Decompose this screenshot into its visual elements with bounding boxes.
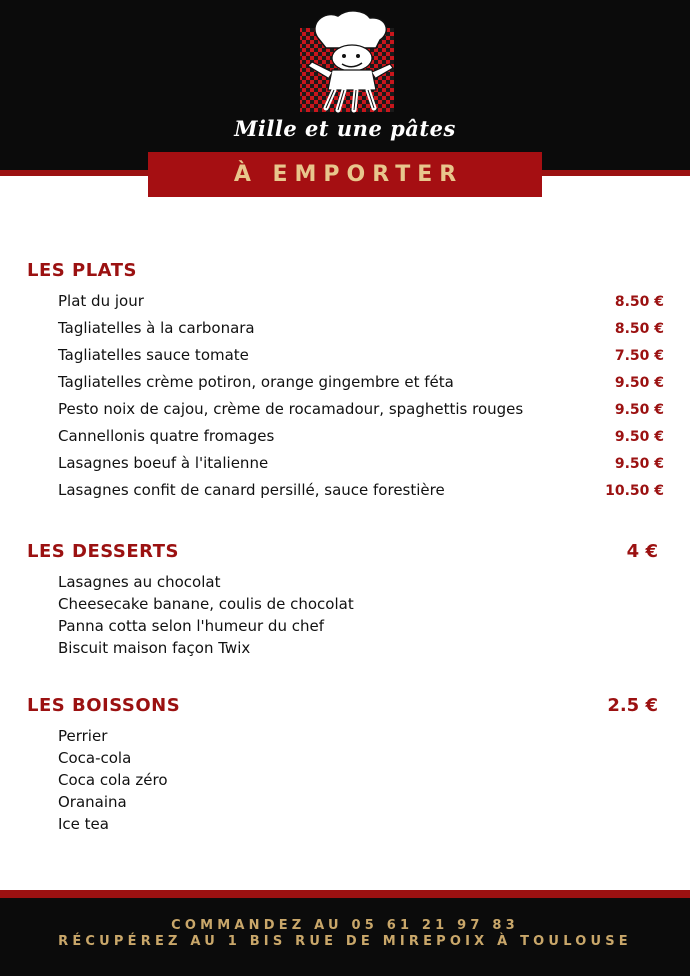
item-name: Plat du jour [58,292,144,310]
item-price: 9.50 € [614,456,664,472]
item-price: 9.50 € [614,375,664,391]
boissons-price: 2.5 € [607,695,658,716]
list-item: Coca-cola [58,749,132,767]
footer-phone: COMMANDEZ AU 05 61 21 97 83 [171,918,519,933]
item-name: Lasagnes boeuf à l'italienne [58,454,269,472]
menu-item [58,373,664,400]
menu-item [58,481,664,508]
footer-bar [0,898,690,976]
item-price: 10.50 € [605,483,664,499]
item-name: Tagliatelles à la carbonara [58,319,255,337]
item-name: Pesto noix de cajou, crème de rocamadour, spaghettis rouges [58,400,524,418]
item-name: Cannellonis quatre fromages [58,427,275,445]
menu-item [58,292,664,319]
list-item: Panna cotta selon l'humeur du chef [58,617,324,635]
chef-logo-icon [298,8,398,116]
logo-wordmark: Mille et une pâtes [234,116,456,141]
section-title-desserts: LES DESSERTS [27,541,179,562]
list-item: Oranaina [58,793,127,811]
item-name: Lasagnes confit de canard persillé, sauce forestière [58,481,445,499]
list-item: Perrier [58,727,108,745]
menu-item [58,400,664,427]
item-price: 8.50 € [614,294,664,310]
item-price: 9.50 € [614,429,664,445]
list-item: Biscuit maison façon Twix [58,639,251,657]
desserts-price: 4 € [626,541,658,562]
item-name: Tagliatelles sauce tomate [58,346,249,364]
boissons-list [58,727,168,837]
item-name: Tagliatelles crème potiron, orange gingembre et féta [58,373,454,391]
plats-list [58,292,664,508]
footer-address: RÉCUPÉREZ AU 1 BIS RUE DE MIREPOIX À TOULOUSE [58,934,632,949]
section-title-boissons: LES BOISSONS [27,695,181,716]
list-item: Cheesecake banane, coulis de chocolat [58,595,354,613]
footer-stripe [0,890,690,898]
desserts-list [58,573,354,661]
menu-item [58,427,664,454]
list-item: Ice tea [58,815,109,833]
list-item: Lasagnes au chocolat [58,573,221,591]
item-price: 8.50 € [614,321,664,337]
takeaway-banner [148,152,542,197]
menu-item [58,319,664,346]
banner-title: À EMPORTER [233,162,464,187]
section-title-plats: LES PLATS [27,260,137,281]
item-price: 7.50 € [614,348,664,364]
menu-item [58,454,664,481]
menu-item [58,346,664,373]
item-price: 9.50 € [614,402,664,418]
list-item: Coca cola zéro [58,771,168,789]
